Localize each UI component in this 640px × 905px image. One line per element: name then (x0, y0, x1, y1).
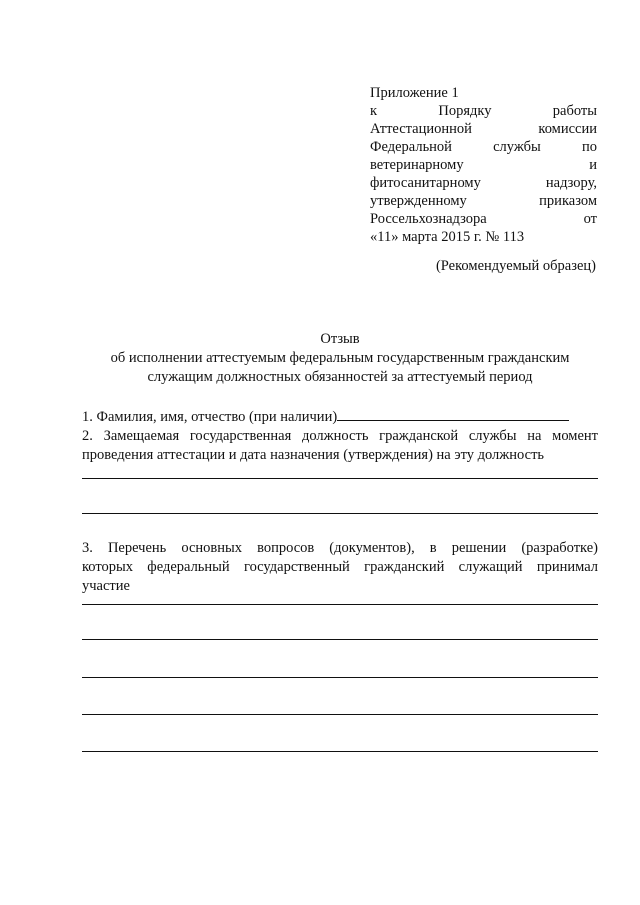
appendix-line-8: Россельхознадзора от (370, 211, 597, 227)
issues-fill-line-2 (82, 639, 598, 640)
item-position-line-1: 2. Замещаемая государственная должность гражданской службы на момент (82, 428, 598, 444)
issues-fill-line-4 (82, 714, 598, 715)
item-issues-list (82, 539, 598, 596)
item-position (82, 427, 598, 465)
document-title (70, 330, 610, 387)
appendix-line-4: Федеральной службы по (370, 139, 597, 155)
position-fill-line-2 (82, 513, 598, 514)
issues-fill-line-3 (82, 677, 598, 678)
appendix-line-3: Аттестационной комиссии (370, 121, 597, 137)
title-heading: Отзыв (320, 331, 360, 347)
position-fill-line-1 (82, 478, 598, 479)
recommended-sample-note: (Рекомендуемый образец) (435, 258, 596, 274)
item-issues-line-2: которых федеральный государственный гражданский служащий принимал (82, 559, 598, 575)
item-full-name (82, 407, 598, 427)
full-name-fill-line (337, 407, 569, 421)
appendix-line-9: «11» марта 2015 г. № 113 (370, 229, 525, 245)
item-issues-line-1: 3. Перечень основных вопросов (документов), в решении (разработке) (82, 540, 598, 556)
appendix-line-2: к Порядку работы (370, 103, 597, 119)
appendix-line-7: утвержденному приказом (370, 193, 597, 209)
item-position-line-2: проведения аттестации и дата назначения (утверждения) на эту должность (82, 447, 545, 463)
issues-fill-line-1 (82, 604, 598, 605)
appendix-header (370, 84, 597, 246)
title-line-1: об исполнении аттестуемым федеральным государственным гражданским (110, 350, 570, 366)
item-issues-line-3: участие (82, 578, 130, 594)
appendix-line-1: Приложение 1 (370, 85, 459, 101)
appendix-line-6: фитосанитарному надзору, (370, 175, 597, 191)
item-full-name-label: 1. Фамилия, имя, отчество (при наличии) (82, 409, 338, 425)
issues-fill-line-5 (82, 751, 598, 752)
appendix-line-5: ветеринарному и (370, 157, 597, 173)
title-line-2: служащим должностных обязанностей за аттестуемый период (147, 369, 533, 385)
